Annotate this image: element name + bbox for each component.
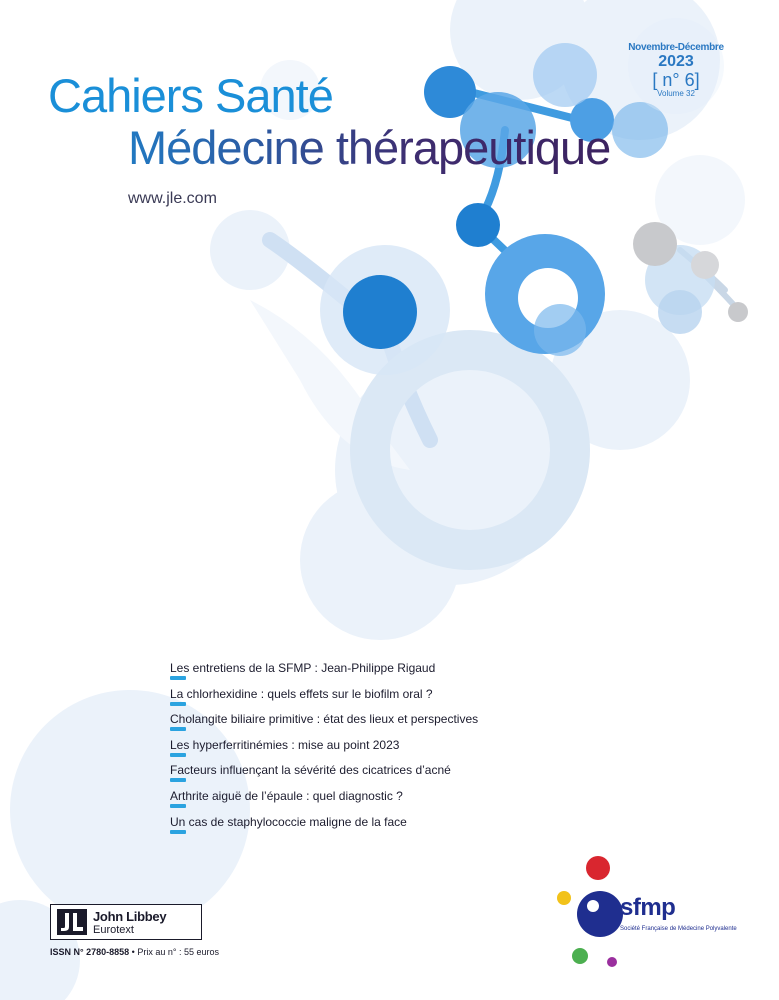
toc-item-title: Cholangite biliaire primitive : état des lieux et perspectives <box>170 712 479 727</box>
toc-item-title: Facteurs influençant la sévérité des cicatrices d’acné <box>170 763 451 778</box>
toc-item-title: Un cas de staphylococcie maligne de la face <box>170 814 407 829</box>
issue-number: [ n° 6] <box>652 70 700 90</box>
publisher-logo <box>50 904 202 940</box>
toc-item <box>170 661 478 687</box>
issn-line <box>50 947 219 957</box>
sfmp-full-name: Société Française de Médecine Polyvalente <box>620 926 737 932</box>
toc-item <box>170 738 478 764</box>
toc-dash <box>170 753 186 757</box>
toc-item-title: Arthrite aiguë de l’épaule : quel diagnostic ? <box>170 788 403 803</box>
toc-item <box>170 763 478 789</box>
toc-item <box>170 789 478 815</box>
toc-item <box>170 687 478 713</box>
toc-dash <box>170 804 186 808</box>
toc-dash <box>170 702 186 706</box>
toc-dash <box>170 727 186 731</box>
issue-volume: Volume 32 <box>657 89 695 98</box>
toc-item <box>170 712 478 738</box>
toc-dash <box>170 830 186 834</box>
issue-period: Novembre-Décembre <box>628 42 724 53</box>
issn-number: ISSN N° 2780-8858 <box>50 947 130 957</box>
price-text: • Prix au n° : 55 euros <box>131 947 219 957</box>
toc-item <box>170 815 478 841</box>
issue-year: 2023 <box>658 53 694 70</box>
toc-item-title: La chlorhexidine : quels effets sur le biofilm oral ? <box>170 686 433 701</box>
toc-item-title: Les hyperferritinémies : mise au point 2023 <box>170 737 400 752</box>
toc-dash <box>170 676 186 680</box>
issue-badge <box>628 18 724 114</box>
toc-item-title: Les entretiens de la SFMP : Jean-Philippe Rigaud <box>170 661 436 675</box>
publisher-name: John Libbey <box>93 909 167 924</box>
sfmp-name: sfmp <box>620 894 676 921</box>
john-libbey-logo-icon <box>57 909 87 935</box>
toc-dash <box>170 778 186 782</box>
publisher-subname: Eurotext <box>93 924 134 936</box>
journal-url: www.jle.com <box>128 190 217 207</box>
journal-title-line1: Cahiers Santé <box>48 69 333 122</box>
journal-title <box>48 70 610 174</box>
table-of-contents <box>170 661 478 840</box>
journal-title-line2: Médecine thérapeutique <box>48 122 610 174</box>
